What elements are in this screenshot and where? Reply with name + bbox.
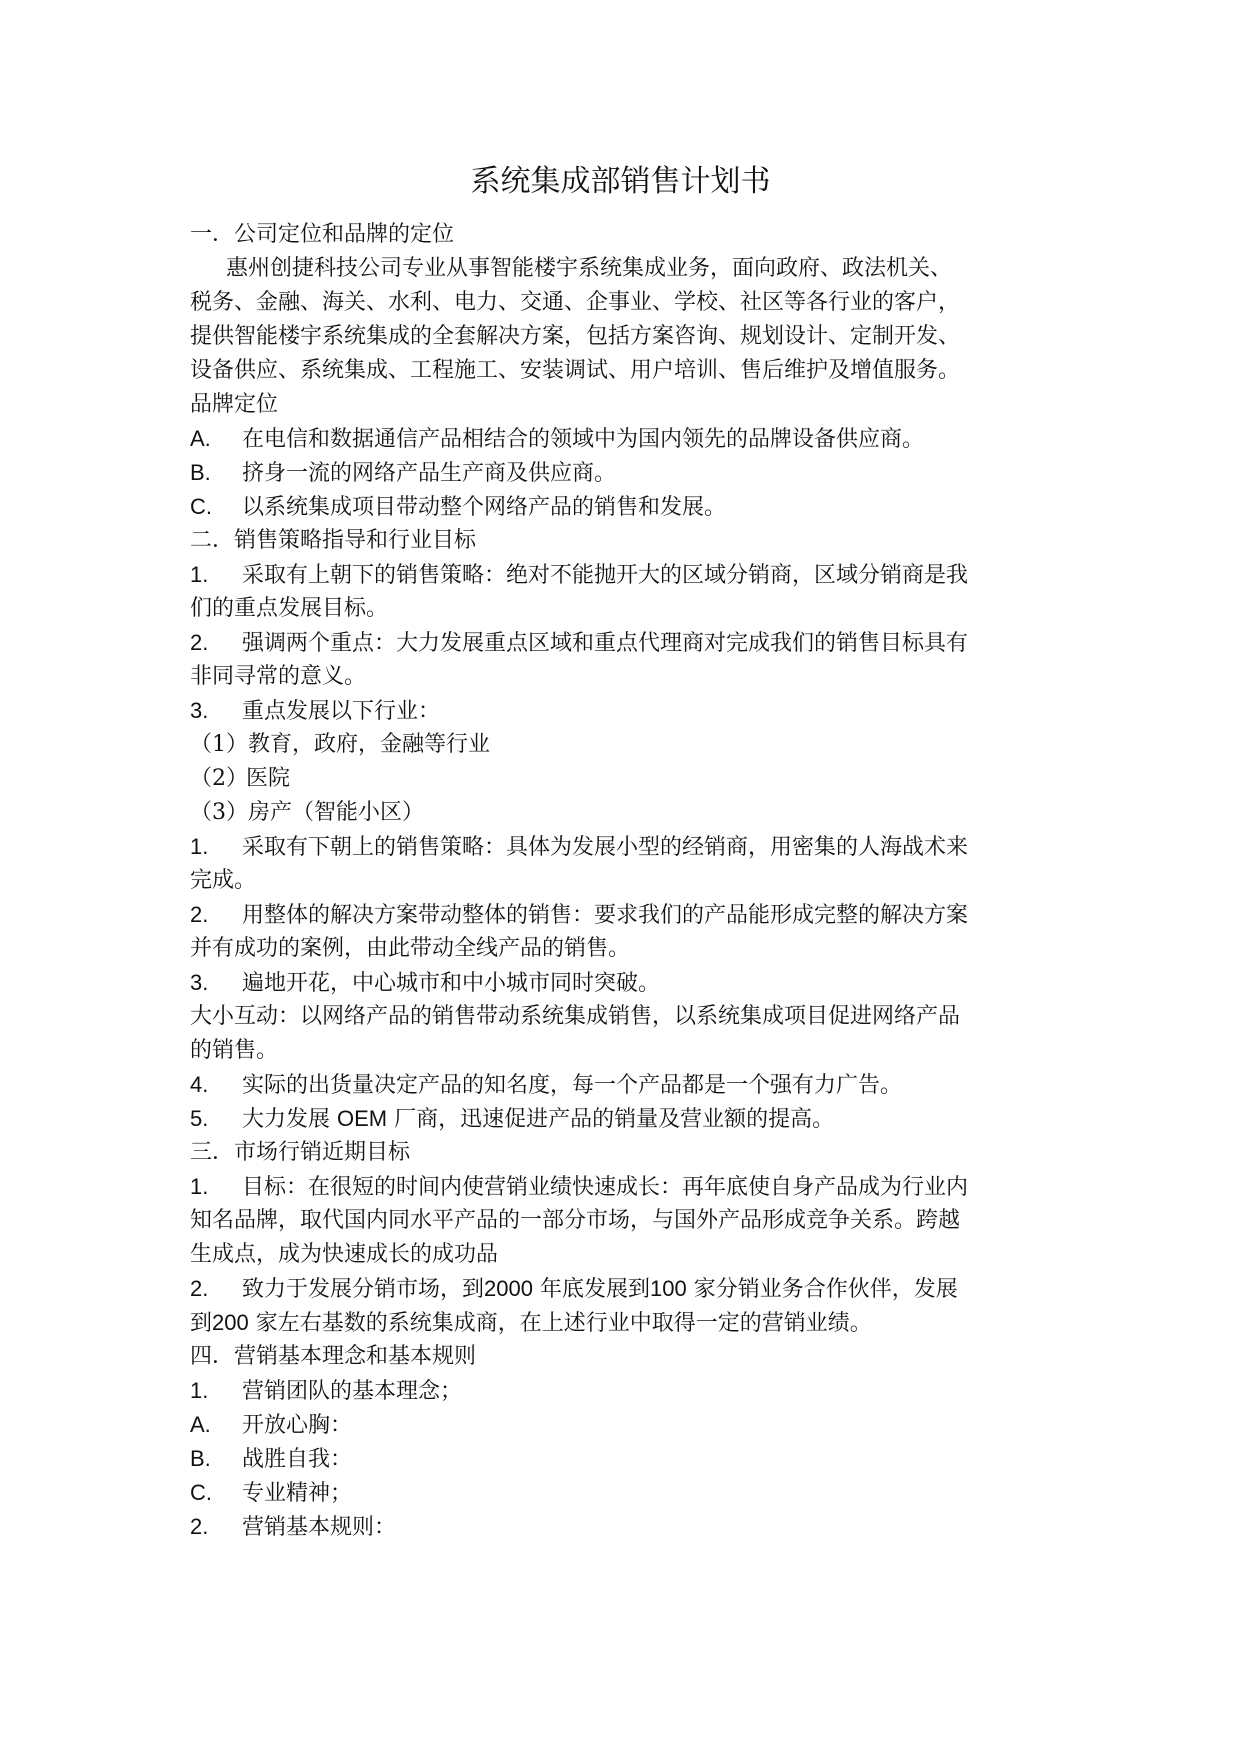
- list-item: 2. 强调两个重点：大力发展重点区域和重点代理商对完成我们的销售目标具有: [190, 626, 1070, 660]
- paragraph-line: 税务、金融、海关、水利、电力、交通、企事业、学校、社区等各行业的客户，: [190, 290, 961, 315]
- list-item: 2. 用整体的解决方案带动整体的销售：要求我们的产品能形成完整的解决方案: [190, 898, 1070, 932]
- list-item-continuation: 生成点，成为快速成长的成功品: [190, 1242, 499, 1267]
- list-item: 4. 实际的出货量决定产品的知名度，每一个产品都是一个强有力广告。: [190, 1068, 1070, 1102]
- sub-list-item: （3）房产（智能小区）: [190, 800, 425, 825]
- section-heading-2: 二．销售策略指导和行业目标: [190, 528, 477, 553]
- list-marker: 1.: [190, 1378, 209, 1403]
- list-item: B. 战胜自我：: [190, 1442, 1070, 1476]
- brand-positioning-label: 品牌定位: [190, 392, 279, 417]
- list-item-continuation: 知名品牌，取代国内同水平产品的一部分市场，与国外产品形成竞争关系。跨越: [190, 1208, 961, 1233]
- list-item: C. 专业精神；: [190, 1476, 1070, 1510]
- list-item: 2. 营销基本规则：: [190, 1510, 1070, 1544]
- list-item: 1. 采取有上朝下的销售策略：绝对不能抛开大的区域分销商，区域分销商是我: [190, 558, 1070, 592]
- paragraph-line: 惠州创捷科技公司专业从事智能楼宇系统集成业务，面向政府、政法机关、: [226, 256, 953, 281]
- list-marker: 2.: [190, 630, 209, 655]
- list-marker: C.: [190, 494, 212, 519]
- sub-list-marker: （2）: [190, 766, 248, 791]
- list-marker: B.: [190, 460, 211, 485]
- list-item: A. 在电信和数据通信产品相结合的领域中为国内领先的品牌设备供应商。: [190, 422, 1070, 456]
- sub-list-item: （2）医院: [190, 762, 1070, 796]
- list-marker: 2.: [190, 1276, 209, 1301]
- list-marker: B.: [190, 1446, 211, 1471]
- list-item: A. 开放心胸：: [190, 1408, 1070, 1442]
- list-marker: 5.: [190, 1106, 209, 1131]
- list-item: 3. 遍地开花，中心城市和中小城市同时突破。: [190, 966, 1070, 1000]
- list-marker: C.: [190, 1480, 212, 1505]
- list-item: 5. 大力发展 OEM 厂商，迅速促进产品的销量及营业额的提高。: [190, 1102, 1070, 1136]
- list-marker: 1.: [190, 834, 209, 859]
- list-item-continuation: 非同寻常的意义。: [190, 664, 367, 689]
- list-item: 2. 致力于发展分销市场，到2000 年底发展到100 家分销业务合作伙伴，发展: [190, 1272, 1070, 1306]
- list-item: 3. 重点发展以下行业：: [190, 694, 1070, 728]
- list-item: 1. 营销团队的基本理念；: [190, 1374, 1070, 1408]
- list-marker: 2.: [190, 902, 209, 927]
- section-heading-3: 三．市场行销近期目标: [190, 1140, 411, 1165]
- list-item: 1. 采取有下朝上的销售策略：具体为发展小型的经销商，用密集的人海战术来: [190, 830, 1070, 864]
- list-marker: 4.: [190, 1072, 209, 1097]
- sub-list-marker: （1）: [190, 732, 248, 757]
- list-item: B. 挤身一流的网络产品生产商及供应商。: [190, 456, 1070, 490]
- list-item-continuation: 完成。: [190, 868, 257, 893]
- paragraph-line: 提供智能楼宇系统集成的全套解决方案，包括方案咨询、规划设计、定制开发、: [190, 324, 961, 349]
- paragraph-line: 设备供应、系统集成、工程施工、安装调试、用户培训、售后维护及增值服务。: [190, 358, 961, 383]
- list-marker: 2.: [190, 1514, 209, 1539]
- document-title: 系统集成部销售计划书: [470, 164, 771, 199]
- list-item-continuation: 并有成功的案例，由此带动全线产品的销售。: [190, 936, 631, 961]
- list-item-continuation: 们的重点发展目标。: [190, 596, 389, 621]
- list-item: C. 以系统集成项目带动整个网络产品的销售和发展。: [190, 490, 1070, 524]
- sub-list-item: （1）教育，政府，金融等行业: [190, 732, 491, 757]
- list-marker: A.: [190, 426, 211, 451]
- list-item: 1. 目标：在很短的时间内使营销业绩快速成长：再年底使自身产品成为行业内: [190, 1170, 1070, 1204]
- list-marker: 1.: [190, 1174, 209, 1199]
- list-item-continuation: 到200 家左右基数的系统集成商，在上述行业中取得一定的营销业绩。: [190, 1310, 872, 1336]
- document-body: [190, 218, 1070, 1544]
- list-marker: A.: [190, 1412, 211, 1437]
- paragraph-line: 的销售。: [190, 1038, 279, 1063]
- section-heading-4: 四．营销基本理念和基本规则: [190, 1344, 477, 1369]
- sub-list-marker: （3）: [190, 800, 248, 825]
- list-marker: 3.: [190, 698, 209, 723]
- list-marker: 1.: [190, 562, 209, 587]
- paragraph-line: 大小互动：以网络产品的销售带动系统集成销售，以系统集成项目促进网络产品: [190, 1004, 961, 1029]
- section-heading-1: 一．公司定位和品牌的定位: [190, 222, 455, 247]
- list-marker: 3.: [190, 970, 209, 995]
